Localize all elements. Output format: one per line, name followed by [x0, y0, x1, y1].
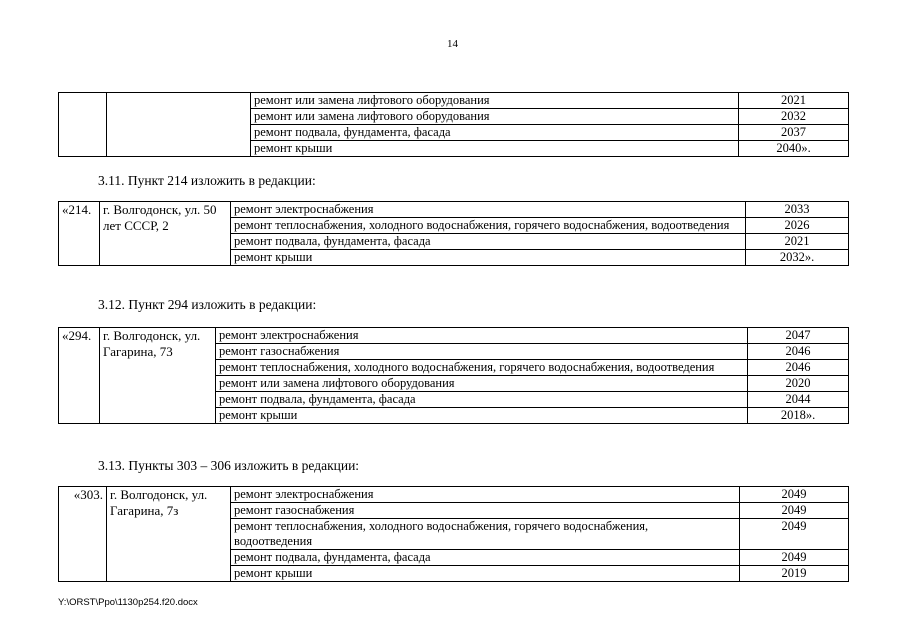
work-cell: ремонт теплоснабжения, холодного водоснабжения, горячего водоснабжения, водоотведения — [231, 519, 740, 550]
year-cell: 2019 — [740, 566, 849, 582]
year-cell: 2037 — [739, 125, 849, 141]
item-number: «294. — [59, 328, 100, 424]
year-cell: 2049 — [740, 503, 849, 519]
empty-address-cell — [107, 93, 251, 157]
year-cell: 2040». — [739, 141, 849, 157]
work-cell: ремонт или замена лифтового оборудования — [251, 109, 739, 125]
year-cell: 2021 — [746, 234, 849, 250]
address-cell: г. Волгодонск, ул. Гагарина, 73 — [100, 328, 216, 424]
table-row — [59, 93, 849, 109]
work-cell: ремонт крыши — [251, 141, 739, 157]
table-row — [59, 487, 849, 503]
address-cell: г. Волгодонск, ул. Гагарина, 7з — [107, 487, 231, 582]
paragraph-3-11: 3.11. Пункт 214 изложить в редакции: — [98, 173, 316, 188]
work-cell: ремонт подвала, фундамента, фасада — [251, 125, 739, 141]
year-cell: 2032». — [746, 250, 849, 266]
year-cell: 2021 — [739, 93, 849, 109]
work-cell: ремонт газоснабжения — [231, 503, 740, 519]
work-cell: ремонт газоснабжения — [216, 344, 748, 360]
year-cell: 2047 — [748, 328, 849, 344]
table-row — [59, 202, 849, 218]
empty-num-cell — [59, 93, 107, 157]
year-cell: 2046 — [748, 344, 849, 360]
table-294 — [58, 327, 849, 424]
item-number: «214. — [59, 202, 100, 266]
work-cell: ремонт или замена лифтового оборудования — [216, 376, 748, 392]
work-cell: ремонт электроснабжения — [231, 487, 740, 503]
work-cell: ремонт электроснабжения — [231, 202, 746, 218]
year-cell: 2032 — [739, 109, 849, 125]
paragraph-3-12: 3.12. Пункт 294 изложить в редакции: — [98, 297, 317, 312]
year-cell: 2046 — [748, 360, 849, 376]
paragraph-3-13: 3.13. Пункты 303 – 306 изложить в редакции: — [98, 458, 360, 473]
work-cell: ремонт или замена лифтового оборудования — [251, 93, 739, 109]
work-cell: ремонт крыши — [231, 250, 746, 266]
year-cell: 2026 — [746, 218, 849, 234]
file-path-footer: Y:\ORST\Ppo\1130p254.f20.docx — [58, 597, 198, 608]
table-row — [59, 328, 849, 344]
table-continued — [58, 92, 849, 157]
year-cell: 2020 — [748, 376, 849, 392]
page-number: 14 — [447, 38, 458, 50]
address-cell: г. Волгодонск, ул. 50 лет СССР, 2 — [100, 202, 231, 266]
year-cell: 2049 — [740, 487, 849, 503]
work-cell: ремонт теплоснабжения, холодного водоснабжения, горячего водоснабжения, водоотведения — [216, 360, 748, 376]
year-cell: 2049 — [740, 550, 849, 566]
item-number: «303. — [59, 487, 107, 582]
work-cell: ремонт подвала, фундамента, фасада — [231, 550, 740, 566]
year-cell: 2044 — [748, 392, 849, 408]
work-cell: ремонт электроснабжения — [216, 328, 748, 344]
work-cell: ремонт подвала, фундамента, фасада — [216, 392, 748, 408]
work-cell: ремонт подвала, фундамента, фасада — [231, 234, 746, 250]
work-cell: ремонт крыши — [231, 566, 740, 582]
table-214 — [58, 201, 849, 266]
year-cell: 2018». — [748, 408, 849, 424]
table-303 — [58, 486, 849, 582]
work-cell: ремонт теплоснабжения, холодного водоснабжения, горячего водоснабжения, водоотведения — [231, 218, 746, 234]
year-cell: 2049 — [740, 519, 849, 550]
year-cell: 2033 — [746, 202, 849, 218]
work-cell: ремонт крыши — [216, 408, 748, 424]
